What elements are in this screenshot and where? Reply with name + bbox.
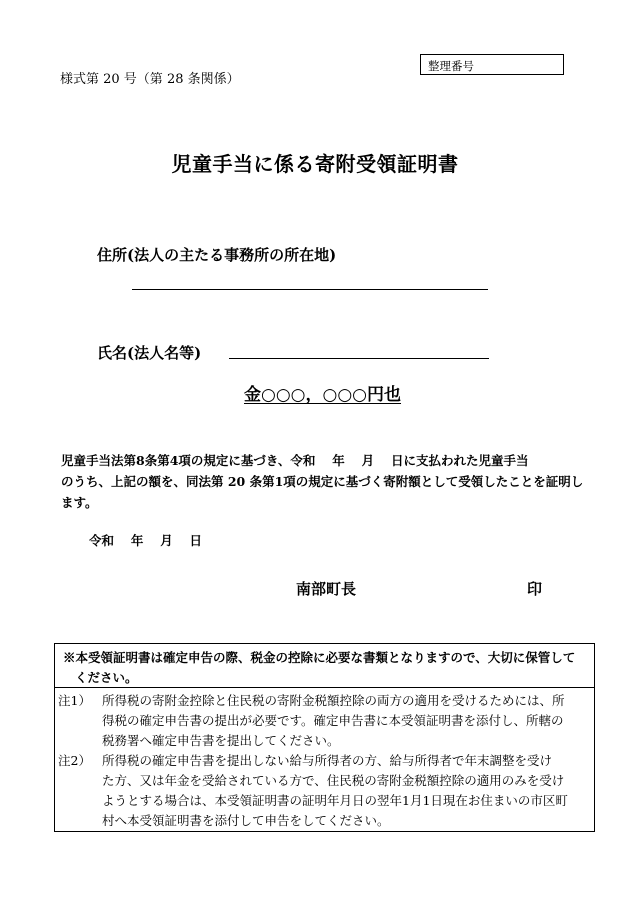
amount-text: 金○○○，○○○円也 xyxy=(244,385,402,405)
notes-main-text: ※本受領証明書は確定申告の際、税金の控除に必要な書類となりますので、大切に保管して xyxy=(63,650,576,665)
name-underline xyxy=(229,358,489,359)
note-text-line: 所得税の確定申告書を提出しない給与所得者の方、給与所得者で年末調整を受け xyxy=(102,753,553,768)
reference-number-box xyxy=(420,54,564,75)
note-text-line: 所得税の寄附金控除と住民税の寄附金税額控除の両方の適用を受けるためには、所 xyxy=(102,693,565,708)
address-underline xyxy=(132,289,488,290)
note-text-line: 得税の確定申告書の提出が必要です。確定申告書に本受領証明書を添付し、所轄の xyxy=(102,713,564,728)
notes-main-text: ください。 xyxy=(75,670,138,685)
issue-date: 令和 年 月 日 xyxy=(89,533,203,548)
body-text-line: ます。 xyxy=(61,495,98,510)
document-title: 児童手当に係る寄附受領証明書 xyxy=(171,152,459,176)
notes-box xyxy=(54,643,595,832)
note-text-line: ようとする場合は、本受領証明書の証明年月日の翌年1月1日現在お住まいの市区町 xyxy=(102,793,568,808)
note-text-line: 村へ本受領証明書を添付して申告をしてください。 xyxy=(102,813,390,828)
reference-number-label: 整理番号 xyxy=(428,59,474,73)
address-label: 住所(法人の主たる事務所の所在地) xyxy=(97,246,337,264)
form-number: 様式第 20 号（第 28 条関係） xyxy=(60,72,240,87)
note-text-line: 税務署へ確定申告書を提出してください。 xyxy=(102,733,340,748)
note-label: 注1） xyxy=(58,693,91,708)
body-text-line: 児童手当法第8条第4項の規定に基づき、令和 年 月 日に支払われた児童手当 xyxy=(61,453,529,468)
notes-divider xyxy=(55,687,594,688)
note-text-line: た方、又は年金を受給されている方で、住民税の寄附金税額控除の適用のみを受け xyxy=(102,773,565,788)
body-text-line: のうち、上記の額を、同法第 20 条第1項の規定に基づく寄附額として受領したことを証明し xyxy=(61,474,584,489)
seal-mark: 印 xyxy=(527,580,543,598)
note-label: 注2） xyxy=(58,753,91,768)
name-label: 氏名(法人名等) xyxy=(97,344,202,362)
issuer-title: 南部町長 xyxy=(296,580,357,598)
